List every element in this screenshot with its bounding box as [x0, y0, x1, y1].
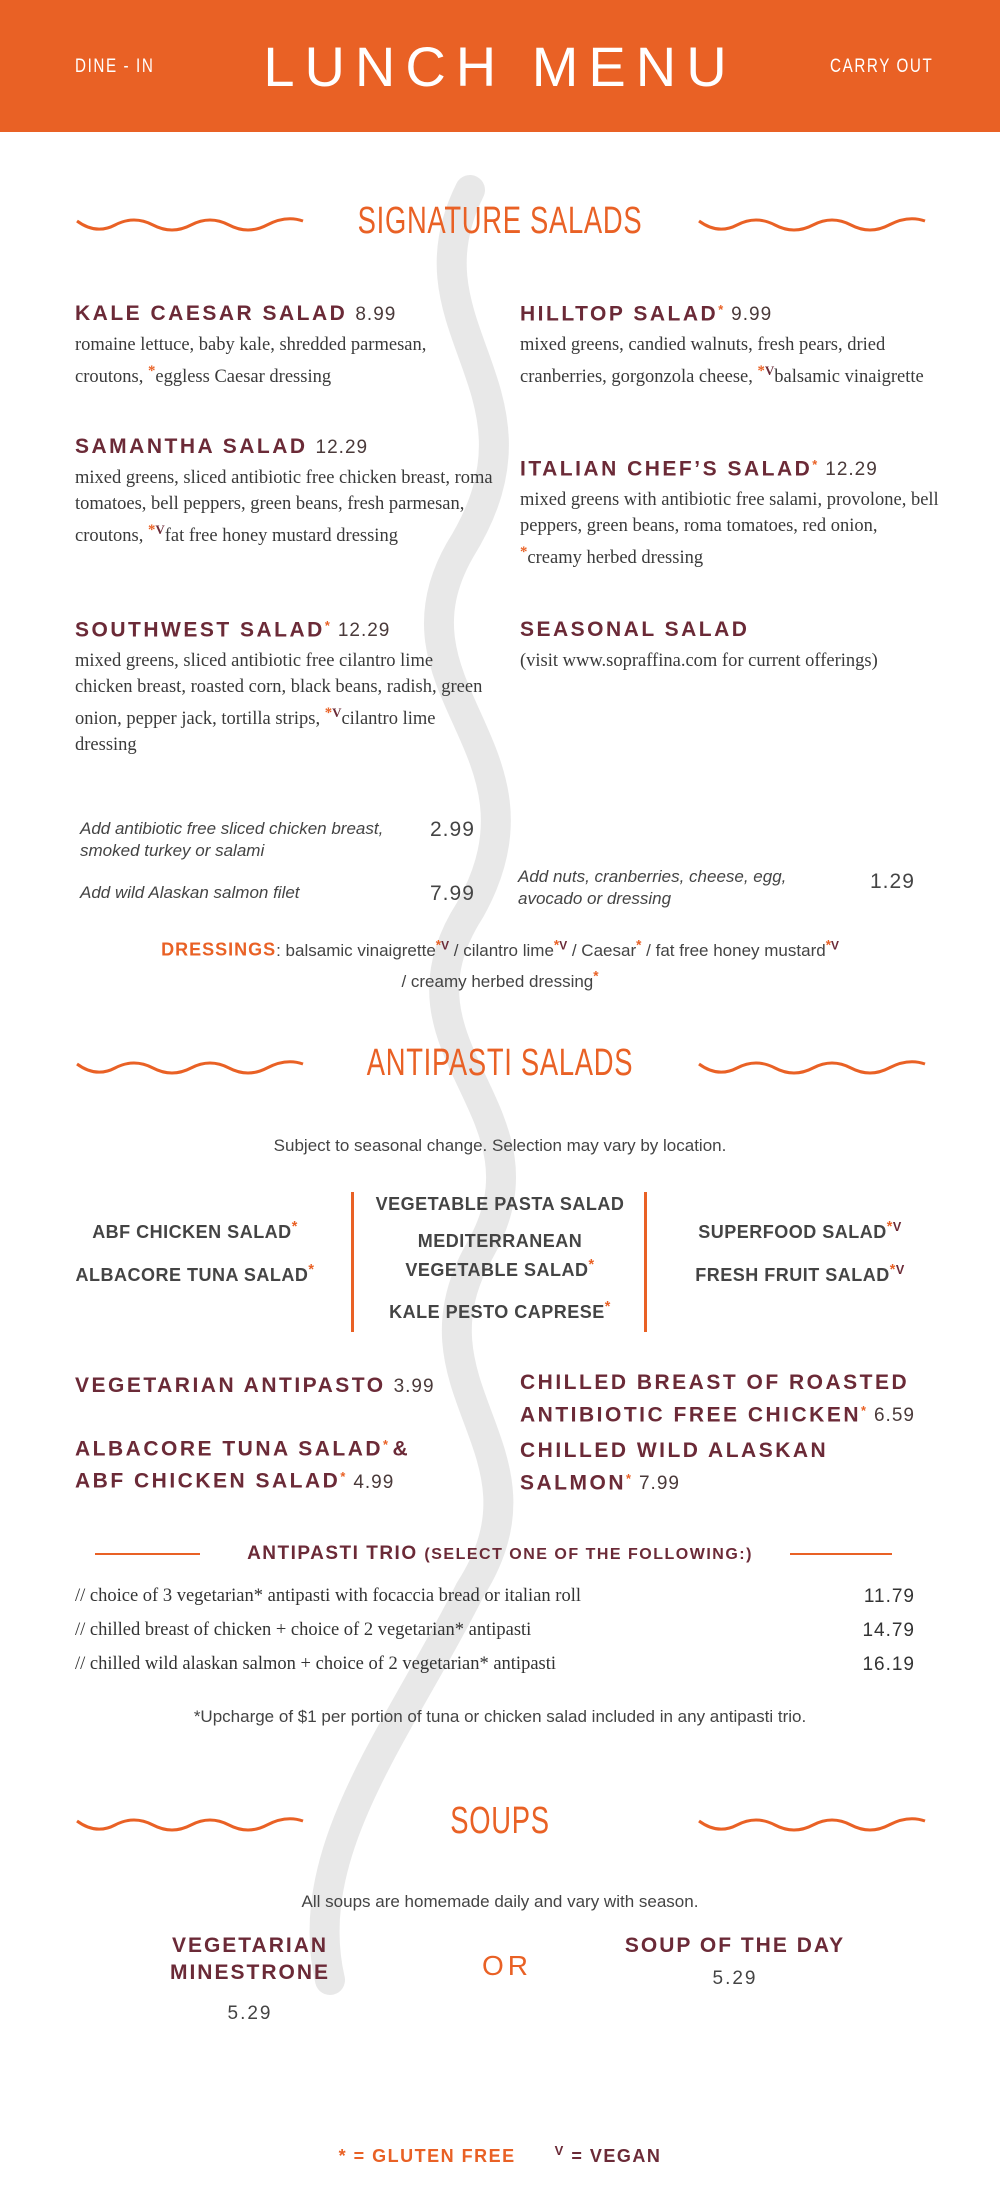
salad-title	[75, 435, 495, 459]
gluten-free-mark: *	[812, 457, 818, 472]
salad-description: mixed greens, sliced antibiotic free cilantro lime chicken breast, roasted corn, black beans, radish, green onion, pepper jack, tortilla strips, $^{*V}$cilantro lime dressing	[75, 651, 483, 756]
vegan-mark: V	[764, 363, 775, 379]
gluten-free-mark: *	[861, 1403, 866, 1418]
salad-item	[520, 302, 940, 390]
vegan-mark: V	[892, 1220, 902, 1234]
gluten-free-mark: *	[291, 1219, 298, 1235]
soup-of-the-day	[600, 1932, 870, 1992]
gluten-free-mark: *	[324, 705, 333, 722]
trio-description: // chilled wild alaskan salmon + choice of 2 vegetarian* antipasti	[75, 1654, 557, 1674]
gluten-free-mark: *	[588, 1257, 595, 1273]
column-divider	[351, 1192, 354, 1332]
antipasti-name: CHILLED BREAST OF ROASTED ANTIBIOTIC FREE CHICKEN	[520, 1371, 910, 1427]
soup-name: VEGETARIAN MINESTRONE	[169, 1934, 330, 1984]
gluten-free-mark: *	[147, 363, 156, 379]
salad-title	[520, 457, 940, 481]
salad-item	[75, 302, 495, 390]
wave-ornament	[697, 1056, 927, 1080]
salad-name: KALE CAESAR SALAD	[75, 302, 348, 325]
wave-ornament	[697, 213, 927, 237]
salad-title	[520, 302, 940, 326]
vegan-mark: V	[441, 938, 450, 952]
antipasti-item	[520, 1370, 940, 1430]
salad-name: SOUTHWEST SALAD	[75, 618, 325, 642]
antipasti-salads-heading: ANTIPASTI SALADS	[366, 1042, 634, 1084]
antipasti-item	[520, 1438, 940, 1498]
trio-price: 16.19	[862, 1654, 915, 1675]
header-bar	[0, 0, 1000, 132]
salad-price: 12.29	[315, 437, 369, 458]
antipasti-name: & ABF CHICKEN SALAD	[75, 1437, 411, 1493]
dressings-label: DRESSINGS	[161, 939, 277, 960]
gluten-free-mark: *	[757, 363, 765, 380]
trio-description: // chilled breast of chicken + choice of 2 vegetarian* antipasti	[75, 1620, 532, 1640]
soup-minestrone	[150, 1932, 350, 2027]
trio-row	[75, 1620, 915, 1641]
dine-in-label: DINE - IN	[75, 56, 155, 77]
vegan-mark: V	[332, 705, 342, 721]
gluten-free-mark: *	[718, 302, 724, 317]
gf-symbol: *	[338, 2146, 348, 2166]
column-divider	[644, 1192, 647, 1332]
trio-description: // choice of 3 vegetarian* antipasti with focaccia bread or italian roll	[75, 1586, 581, 1606]
salad-item	[520, 457, 940, 571]
vegan-mark: V	[155, 522, 165, 537]
salad-item	[75, 435, 495, 549]
soup-name: SOUP OF THE DAY	[624, 1934, 846, 1957]
gluten-free-mark: *	[604, 1299, 611, 1315]
legend	[0, 2143, 1000, 2167]
dressings-list: : balsamic vinaigrette$^{*V}$ / cilantro lime$^{*V}$ / Caesar* / fat free honey mustard$^{*V}$ / creamy herbed dressing*	[276, 937, 839, 992]
addon-price: 2.99	[430, 818, 475, 841]
gluten-free-mark: *	[553, 937, 560, 952]
gluten-free-mark: *	[626, 1471, 631, 1486]
salad-item	[520, 618, 940, 674]
soups-note: All soups are homemade daily and vary with season.	[301, 1892, 699, 1911]
antipasti-trio-heading	[0, 1543, 1000, 1565]
antipasti-price: 3.99	[393, 1376, 435, 1397]
antipasti-price: 4.99	[353, 1471, 395, 1493]
gluten-free-mark: *	[636, 937, 642, 952]
gluten-free-mark: *	[889, 1262, 896, 1278]
wave-ornament	[697, 1813, 927, 1837]
antipasti-price: 6.59	[873, 1405, 915, 1427]
salad-name: HILLTOP SALAD	[520, 302, 719, 326]
vegan-symbol: V	[554, 2143, 565, 2158]
salad-description: mixed greens, sliced antibiotic free chicken breast, roma tomatoes, bell peppers, green beans, fresh parmesan, croutons, $^{*V}$fat free honey mustard dressing	[75, 468, 493, 547]
antipasti-option: SUPERFOOD $SALAD^{*V}$	[698, 1219, 902, 1242]
addon-text: Add antibiotic free sliced chicken breast, smoked turkey or salami	[80, 819, 384, 860]
antipasti-option: FRESH FRUIT $SALAD^{*V}$	[695, 1262, 905, 1285]
salad-description: (visit www.sopraffina.com for current offerings)	[520, 651, 878, 671]
antipasti-option: ALBACORE TUNA SALAD*	[75, 1262, 315, 1285]
gluten-free-mark: *	[435, 937, 442, 952]
wave-ornament	[75, 1056, 305, 1080]
addon-price: 7.99	[430, 882, 475, 905]
addon-text: Add nuts, cranberries, cheese, egg, avocado or dressing	[518, 867, 787, 908]
antipasti-option: MEDITERRANEAN VEGETABLE SALAD*	[405, 1231, 595, 1280]
salad-price: 12.29	[337, 620, 391, 642]
salad-name: SAMANTHA SALAD	[75, 435, 308, 458]
gluten-free-mark: *	[886, 1219, 893, 1235]
gluten-free-mark: *	[383, 1437, 389, 1452]
soup-price: 5.29	[227, 2003, 273, 2024]
addon-text: Add wild Alaskan salmon filet	[80, 883, 300, 902]
menu-title: LUNCH MENU	[263, 35, 737, 98]
antipasti-column	[655, 1215, 945, 1301]
gluten-free-mark: *	[340, 1469, 346, 1485]
antipasti-option: ABF CHICKEN SALAD*	[92, 1219, 298, 1242]
upcharge-note: *Upcharge of $1 per portion of tuna or chicken salad included in any antipasti trio.	[193, 1707, 807, 1726]
soup-price: 5.29	[712, 1968, 758, 1989]
trio-price: 14.79	[862, 1620, 915, 1641]
addon-price: 1.29	[870, 870, 915, 893]
wave-ornament	[75, 1813, 305, 1837]
gf-legend: = GLUTEN FREE	[353, 2146, 516, 2166]
vegan-mark: V	[559, 938, 568, 952]
gluten-free-mark: *	[825, 937, 831, 952]
antipasti-item	[75, 1373, 455, 1401]
antipasti-note: Subject to seasonal change. Selection may vary by location.	[273, 1136, 727, 1155]
trio-price: 11.79	[863, 1586, 915, 1607]
salad-name: ITALIAN CHEF’S SALAD	[520, 457, 813, 481]
salad-price: 8.99	[355, 304, 397, 325]
or-label: OR	[482, 1950, 532, 1981]
vegan-legend: = VEGAN	[571, 2146, 662, 2166]
antipasti-name: CHILLED WILD ALASKAN SALMON	[520, 1439, 829, 1495]
salad-name: SEASONAL SALAD	[520, 618, 750, 641]
antipasti-column	[50, 1215, 340, 1301]
antipasti-option: VEGETABLE PASTA SALAD	[375, 1194, 625, 1214]
trio-title: ANTIPASTI TRIO	[247, 1543, 418, 1564]
dressings-line	[0, 932, 1000, 995]
wave-ornament	[75, 213, 305, 237]
vegan-mark: V	[895, 1263, 905, 1277]
gluten-free-mark: *	[324, 618, 330, 633]
antipasti-column	[360, 1192, 640, 1337]
antipasti-name: ALBACORE TUNA SALAD	[75, 1437, 384, 1461]
antipasti-price: 7.99	[638, 1473, 680, 1495]
salad-description: mixed greens with antibiotic free salami, provolone, bell peppers, green beans, roma tomatoes, red onion, *creamy herbed dressing	[520, 490, 939, 569]
salad-price: 12.29	[825, 459, 878, 481]
salad-title	[75, 302, 495, 326]
antipasti-option: KALE PESTO CAPRESE*	[389, 1299, 611, 1322]
trio-row	[75, 1586, 915, 1607]
salad-title	[520, 618, 940, 642]
soups-heading: SOUPS	[450, 1800, 550, 1842]
carry-out-label: CARRY OUT	[830, 56, 934, 77]
salad-item	[75, 618, 495, 758]
antipasti-name: VEGETARIAN ANTIPASTO	[75, 1374, 386, 1397]
gluten-free-mark: *	[147, 522, 156, 538]
salad-description: mixed greens, candied walnuts, fresh pears, dried cranberries, gorgonzola cheese, $^{*V}$balsamic vinaigrette	[520, 335, 924, 388]
salad-title	[75, 618, 495, 642]
gluten-free-mark: *	[593, 968, 599, 984]
vegan-mark: V	[830, 938, 839, 952]
signature-salads-heading: SIGNATURE SALADS	[357, 200, 643, 242]
gluten-free-mark: *	[308, 1262, 315, 1278]
gluten-free-mark: *	[520, 544, 528, 561]
salad-price: 9.99	[731, 304, 773, 326]
trio-row	[75, 1654, 915, 1675]
trio-subtitle: (SELECT ONE OF THE FOLLOWING:)	[424, 1546, 753, 1563]
salad-description: romaine lettuce, baby kale, shredded parmesan, croutons, *eggless Caesar dressing	[75, 335, 427, 388]
antipasti-item	[75, 1432, 435, 1497]
